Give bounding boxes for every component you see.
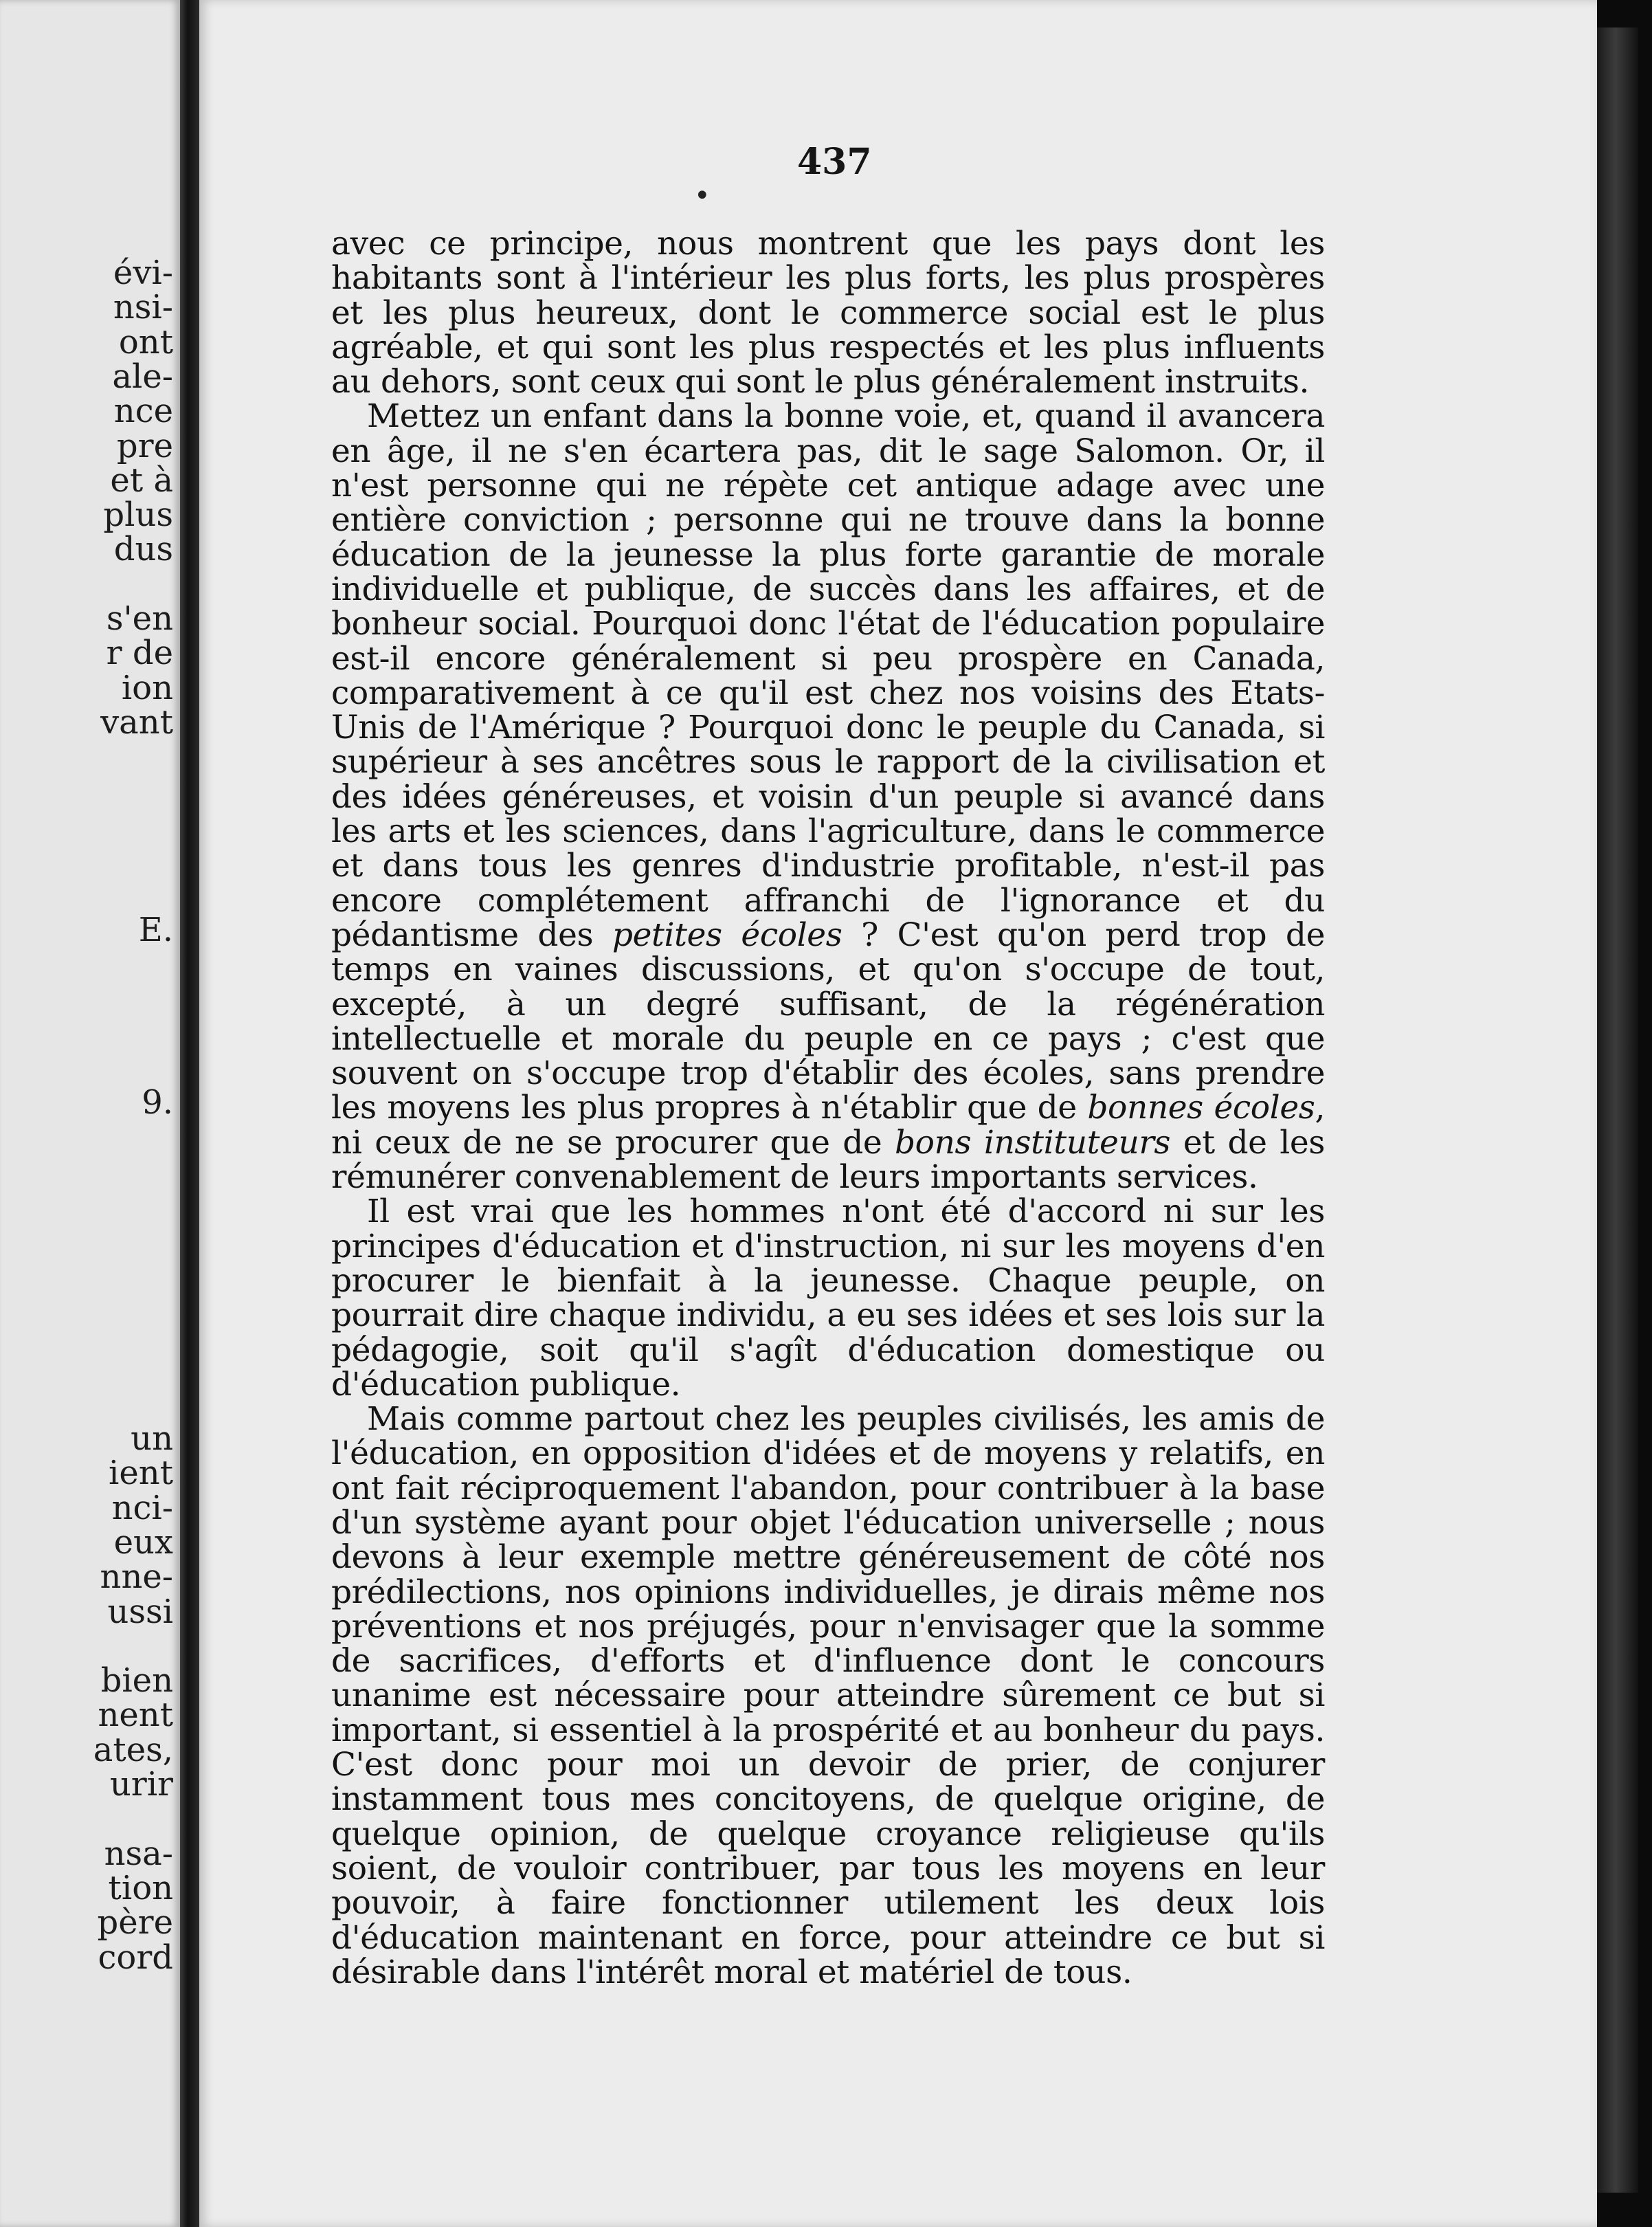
left-page-fragment: nne- xyxy=(100,1558,173,1597)
left-page-fragment: r de xyxy=(106,634,173,673)
text-run: et de les rémunérer convenablement de leurs importants services. xyxy=(331,1123,1326,1197)
text-run: ? C'est qu'on perd trop de temps en vaines discussions, et qu'on s'occupe de tout, excepté, à un degré suffisant, de la régénération intellectuelle et morale du peuple en ce pays ; c'est que souvent on s'occupe trop d'établir des écoles, sans prendre les moyens les plus propres à n'établir que de xyxy=(331,916,1325,1127)
left-page-fragment: nsa- xyxy=(104,1834,173,1873)
left-page-fragment: évi- xyxy=(113,254,173,292)
book-gutter xyxy=(180,0,199,2227)
left-page-fragment: et à xyxy=(110,461,173,500)
italic-phrase: petites écoles xyxy=(612,916,842,954)
left-page-fragment: nci- xyxy=(111,1488,173,1527)
left-page-fragment: plus xyxy=(103,496,173,535)
text-run: avec ce principe, nous montrent que les pays dont les habitants sont à l'intérieur les plus forts, les plus prospères et les plus heureux, dont le commerce social est le plus agréable, et qui sont les plus respectés et les plus influents au dehors, sont ceux qui sont le plus généralement instruits. xyxy=(331,225,1325,401)
left-page-fragment: 9. xyxy=(142,1083,173,1122)
paragraph xyxy=(331,227,1325,399)
text-run: Mais comme partout chez les peuples civilisés, les amis de l'éducation, en opposition d'idées et de moyens y relatifs, en ont fait réciproquement l'abandon, pour contribuer à la base d'un système ayant pour objet l'éducation universelle ; nous devons à leur exemple mettre généreusement de côté nos prédilections, nos opinions individuelles, je dirais même nos préventions et nos préjugés, pour n'envisager que la somme de sacrifices, d'efforts et d'influence dont le concours unanime est nécessaire pour atteindre sûrement ce but si important, si essentiel à la prospérité et au bonheur du pays. C'est donc pour moi un devoir de prier, de conjurer instamment tous mes concitoyens, de quelque origine, de quelque opinion, de quelque croyance religieuse qu'ils soient, de vouloir contribuer, par tous les moyens en leur pouvoir, à faire fonctionner utilement les deux lois d'éducation maintenant en force, pour atteindre ce but si désirable dans l'intérêt moral et matériel de tous. xyxy=(331,1400,1325,1991)
text-run: , ni ceux de ne se procurer que de xyxy=(331,1089,1325,1162)
paragraph xyxy=(331,1402,1325,1990)
left-page-fragment: ale- xyxy=(112,357,173,396)
left-page-fragment: ion xyxy=(121,668,173,707)
left-page-fragment: ient xyxy=(109,1454,173,1493)
left-page-fragment: eux xyxy=(113,1522,173,1562)
left-page-fragment: s'en xyxy=(106,599,173,638)
left-page-fragment: ont xyxy=(118,322,173,362)
left-page-fragment: pre xyxy=(116,426,173,465)
previous-page-edge xyxy=(0,0,180,2227)
body-text xyxy=(331,227,1325,1990)
left-page-fragment: dus xyxy=(113,530,173,569)
left-page-fragment: père xyxy=(97,1903,173,1942)
left-page-fragment: bien xyxy=(100,1661,173,1700)
page-number: 437 xyxy=(797,141,872,183)
left-page-fragment: nsi- xyxy=(113,288,173,327)
page-stack-edge xyxy=(1597,27,1638,2193)
text-run: Mettez un enfant dans la bonne voie, et, quand il avancera en âge, il ne s'en écartera pas, dit le sage Salomon. Or, il n'est personne qui ne répète cet antique adage avec une entière conviction ; personne qui ne trouve dans la bonne éducation de la jeunesse la plus forte garantie de morale individuelle et publique, de succès dans les affaires, et de bonheur social. Pourquoi donc l'état de l'éducation populaire est-il encore généralement si peu prospère en Canada, comparativement à ce qu'il est chez nos voisins des Etats-Unis de l'Amérique ? Pourquoi donc le peuple du Canada, si supérieur à ses ancêtres sous le rapport de la civilisation et des idées généreuses, et voisin d'un peuple si avancé dans les arts et les sciences, dans l'agriculture, dans le commerce et dans tous les genres d'industrie profitable, n'est-il pas encore complétement affranchi de l'ignorance et du pédantisme des xyxy=(331,397,1325,954)
left-page-fragment: nent xyxy=(98,1696,173,1735)
left-page-fragment: cord xyxy=(98,1938,173,1977)
italic-phrase: bons instituteurs xyxy=(895,1123,1171,1162)
left-page-fragment: un xyxy=(131,1419,173,1458)
text-run: Il est vrai que les hommes n'ont été d'accord ni sur les principes d'éducation et d'instruction, ni sur les moyens d'en procurer le bienfait à la jeunesse. Chaque peuple, on pourrait dire chaque individu, a eu ses idées et ses lois sur la pédagogie, soit qu'il s'agît d'éducation domestique ou d'éducation publique. xyxy=(331,1193,1325,1404)
left-page-fragment: urir xyxy=(109,1765,173,1804)
paragraph xyxy=(331,399,1325,1195)
left-page-fragment: vant xyxy=(100,702,173,742)
paragraph xyxy=(331,1195,1325,1402)
print-speck: • xyxy=(694,180,711,212)
italic-phrase: bonnes écoles xyxy=(1087,1089,1315,1127)
left-page-fragment: E. xyxy=(138,910,173,949)
left-page-fragment: tion xyxy=(108,1868,173,1907)
left-page-fragment: ussi xyxy=(107,1592,173,1631)
left-page-fragment: ates, xyxy=(93,1730,173,1769)
left-page-fragment: nce xyxy=(113,392,173,431)
